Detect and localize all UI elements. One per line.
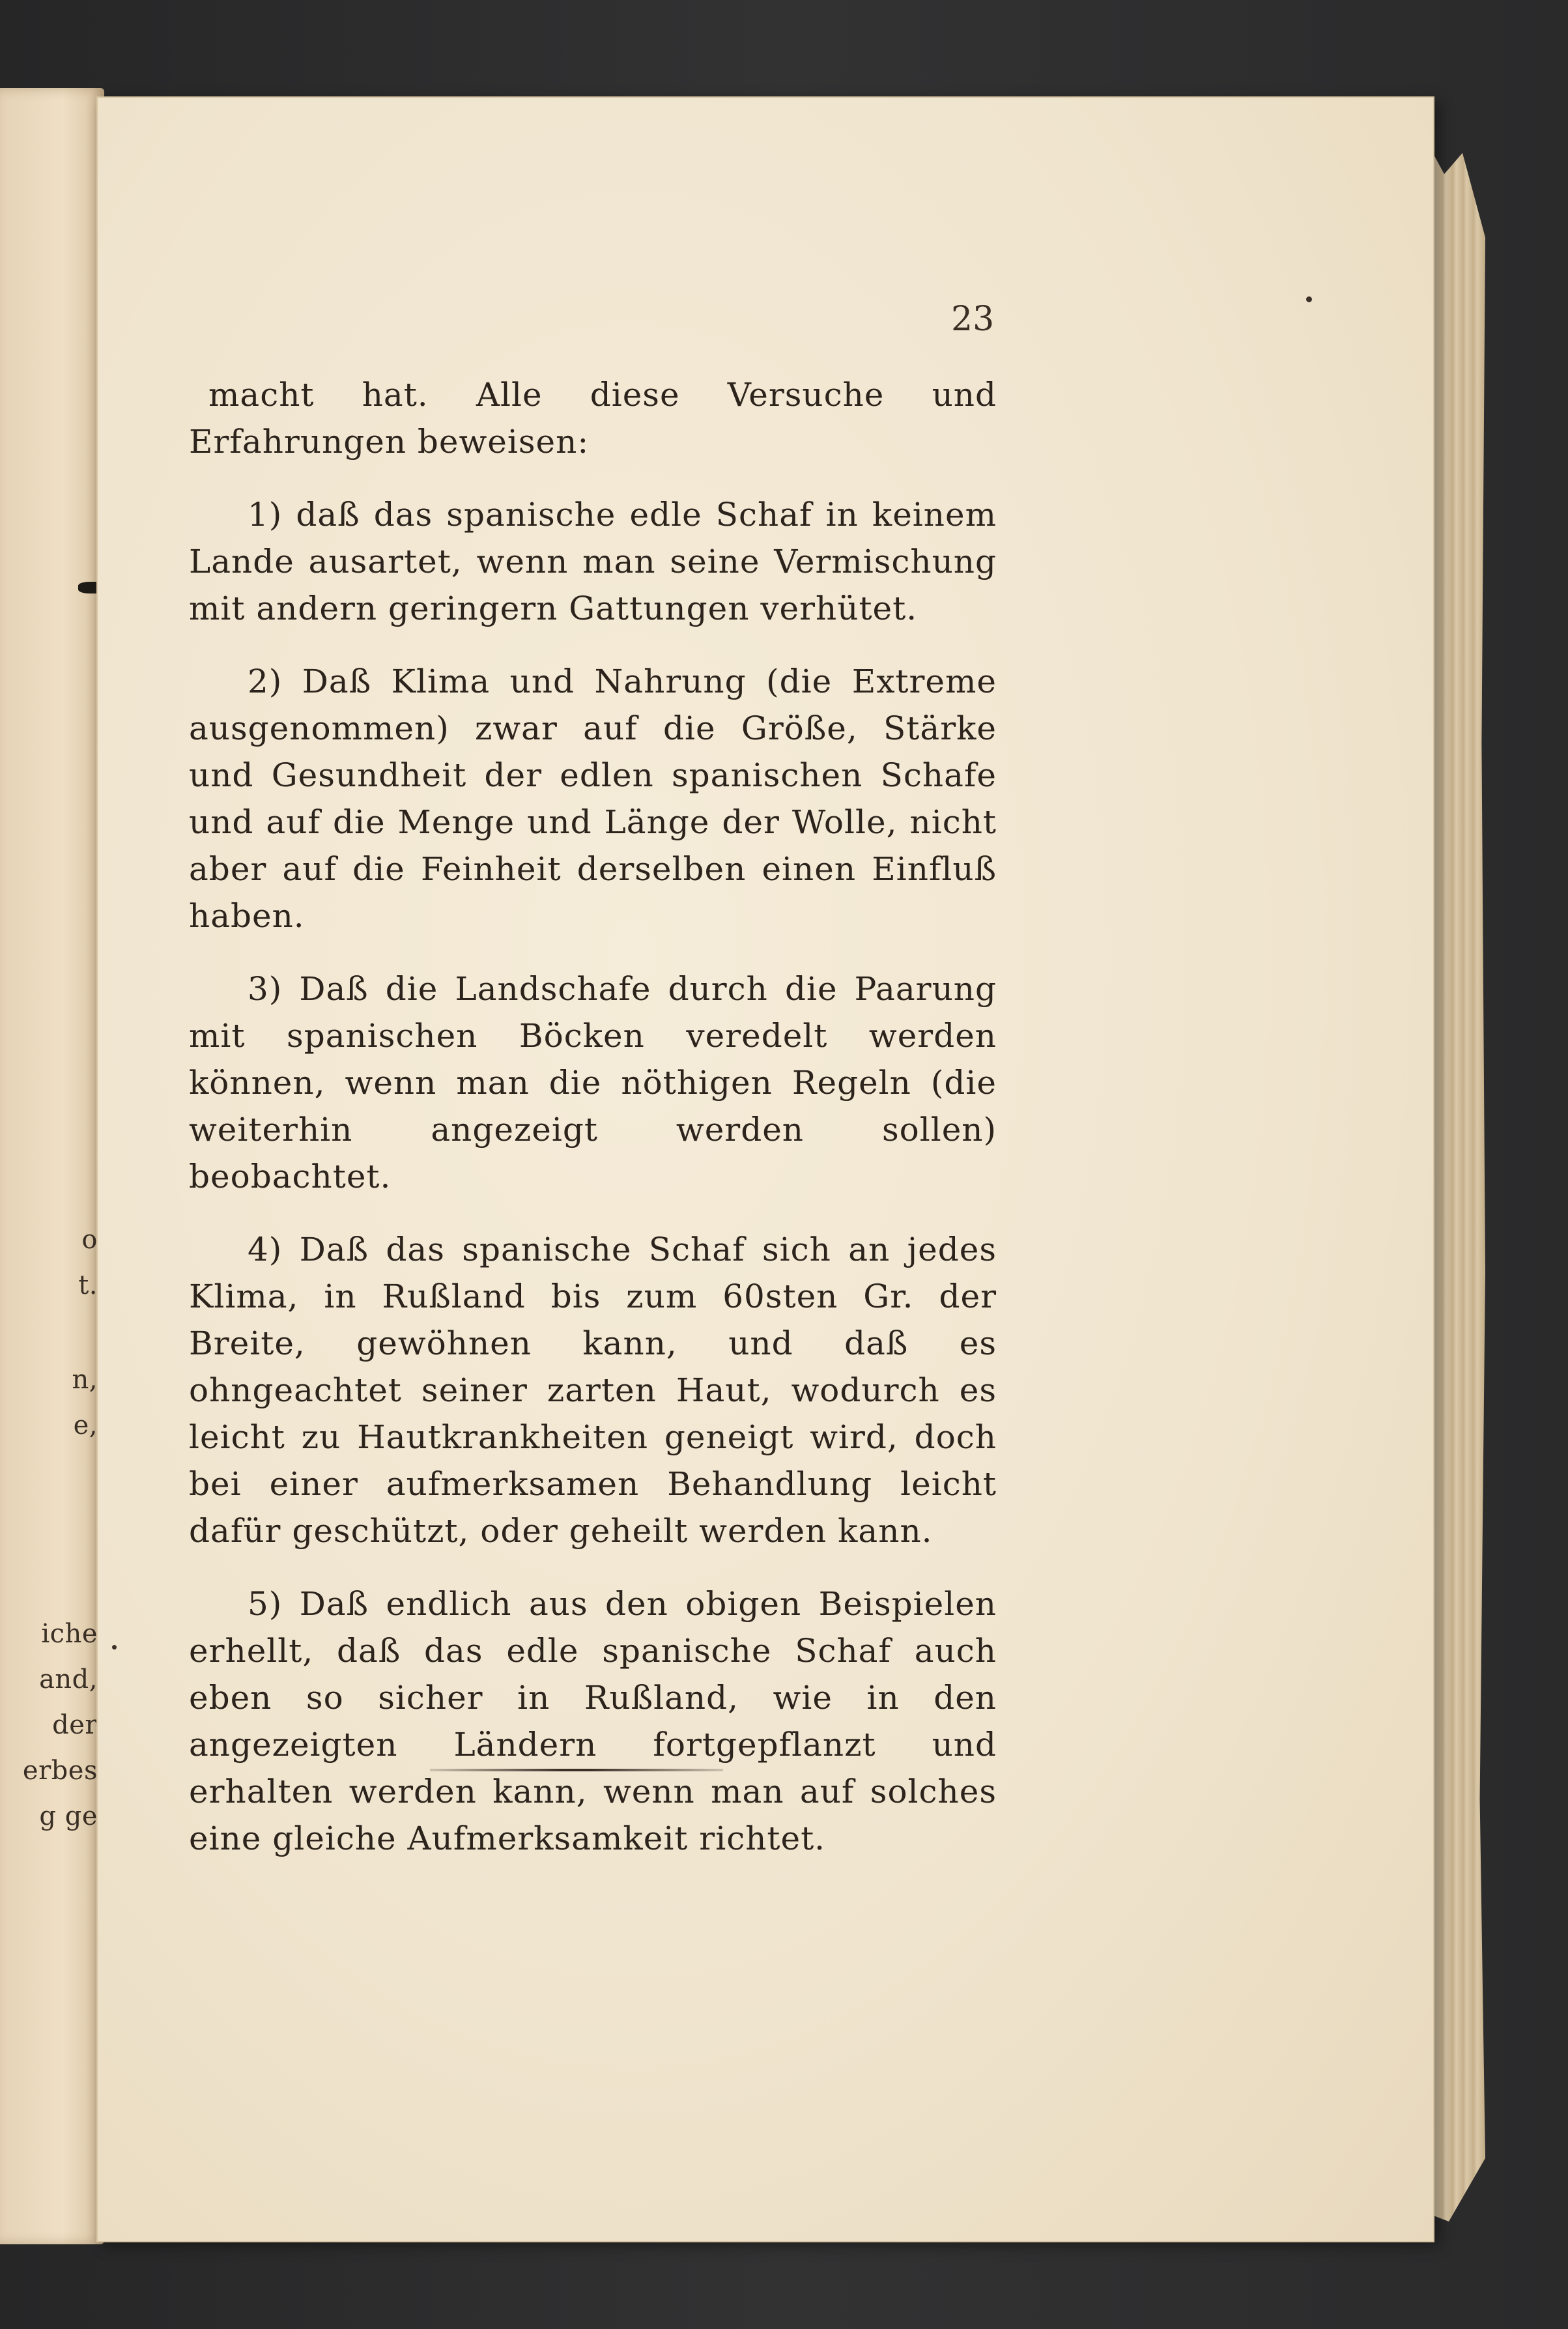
left-page-fragment: t.: [78, 1270, 98, 1300]
paragraph-point-4: 4) Daß das spanische Schaf sich an jedes Klima, in Rußland bis zum 60sten Gr. der Breite, gewöhnen kann, und daß es ohngeachtet seiner zarten Haut, wodurch es leicht zu Hautkrankheiten geneigt wird, doch bei einer aufmerksamen Behandlung leicht dafür geschützt, oder geheilt werden kann.: [189, 1231, 997, 1550]
left-page-fragment: iche: [41, 1619, 98, 1649]
paper-speck: [112, 1645, 117, 1650]
left-page-fragment: g ge: [39, 1801, 98, 1831]
paper-speck: [1306, 296, 1312, 302]
page-body: [189, 371, 997, 1888]
paragraph-point-2: 2) Daß Klima und Nahrung (die Extreme ausgenommen) zwar auf die Größe, Stärke und Gesundheit der edlen spanischen Schafe und auf die Menge und Länge der Wolle, nicht aber auf die Feinheit derselben einen Einfluß haben.: [189, 663, 997, 935]
left-page-fragment: erbes: [22, 1756, 98, 1786]
paragraph-point-1: 1) daß das spanische edle Schaf in keinem Lande ausartet, wenn man seine Vermischung mit andern geringern Gattungen verhütet.: [189, 496, 997, 627]
left-page-fragment: e,: [73, 1410, 98, 1440]
left-page-fragment: n,: [72, 1365, 98, 1395]
page-number: 23: [951, 300, 995, 339]
paragraph-intro: macht hat. Alle diese Versuche und Erfahrungen beweisen:: [189, 376, 997, 461]
paragraph-point-5: 5) Daß endlich aus den obigen Beispielen erhellt, daß das edle spanische Schaf auch eben so sicher in Rußland, wie in den angezeigten Ländern fortgepflanzt und erhalten werden kann, wenn man auf solches eine gleiche Aufmerksamkeit richtet.: [189, 1585, 997, 1857]
left-page-edge: [0, 88, 104, 2244]
left-page-fragment: o: [81, 1225, 98, 1255]
left-page-fragment: and,: [39, 1665, 98, 1694]
section-divider: [430, 1769, 723, 1771]
left-page-fragment: der: [52, 1710, 98, 1740]
paragraph-point-3: 3) Daß die Landschafe durch die Paarung mit spanischen Böcken veredelt werden können, wenn man die nöthigen Regeln (die weiterhin angezeigt werden sollen) beobachtet.: [189, 970, 997, 1195]
